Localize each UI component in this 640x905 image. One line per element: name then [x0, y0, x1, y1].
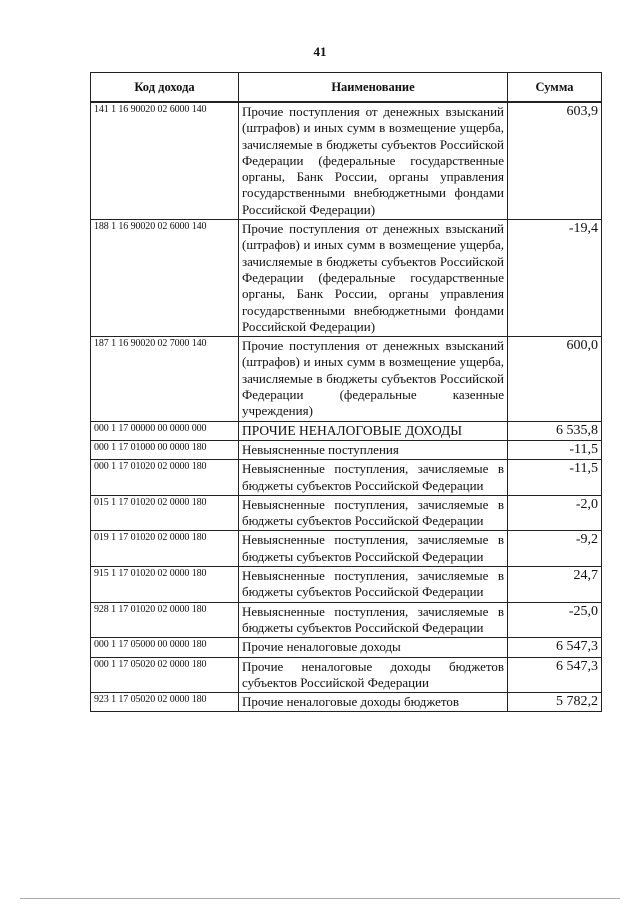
- income-sum: 603,9: [508, 102, 602, 220]
- table-row: [91, 495, 602, 531]
- income-code: 015 1 17 01020 02 0000 180: [91, 495, 239, 531]
- table-row: [91, 337, 602, 421]
- income-sum: -19,4: [508, 220, 602, 337]
- income-sum: -2,0: [508, 495, 602, 531]
- table-row: [91, 531, 602, 567]
- income-sum: -25,0: [508, 602, 602, 638]
- income-name: Прочие поступления от денежных взысканий (штрафов) и иных сумм в возмещение ущерба, зачисляемые в бюджеты субъектов Российской Федерации (федеральные государственные органы, Банк России, органы управления государственными внебюджетными фондами Российской Федерации): [239, 220, 508, 337]
- income-code: 928 1 17 01020 02 0000 180: [91, 602, 239, 638]
- header-sum: Сумма: [508, 73, 602, 103]
- table-row: [91, 421, 602, 440]
- income-code: 188 1 16 90020 02 6000 140: [91, 220, 239, 337]
- income-name: Прочие неналоговые доходы бюджетов субъектов Российской Федерации: [239, 657, 508, 693]
- page-number: 41: [313, 44, 327, 59]
- income-name: Невыясненные поступления, зачисляемые в бюджеты субъектов Российской Федерации: [239, 460, 508, 496]
- income-name: Прочие неналоговые доходы бюджетов: [239, 693, 508, 712]
- income-sum: 5 782,2: [508, 693, 602, 712]
- income-name: Невыясненные поступления, зачисляемые в бюджеты субъектов Российской Федерации: [239, 602, 508, 638]
- income-code: 141 1 16 90020 02 6000 140: [91, 102, 239, 220]
- income-code: 000 1 17 05020 02 0000 180: [91, 657, 239, 693]
- table-row: [91, 657, 602, 693]
- income-sum: 6 547,3: [508, 638, 602, 657]
- income-sum: -11,5: [508, 460, 602, 496]
- header-name: Наименование: [239, 73, 508, 103]
- income-name: Прочие поступления от денежных взысканий (штрафов) и иных сумм в возмещение ущерба, зачисляемые в бюджеты субъектов Российской Федерации (федеральные государственные органы, Банк России, органы управления государственными внебюджетными фондами Российской Федерации): [239, 102, 508, 220]
- income-code: 000 1 17 01000 00 0000 180: [91, 440, 239, 459]
- table-row: [91, 602, 602, 638]
- income-code: 187 1 16 90020 02 7000 140: [91, 337, 239, 421]
- income-name: Невыясненные поступления: [239, 440, 508, 459]
- income-name: Невыясненные поступления, зачисляемые в бюджеты субъектов Российской Федерации: [239, 567, 508, 603]
- income-code: 000 1 17 00000 00 0000 000: [91, 421, 239, 440]
- income-sum: 6 535,8: [508, 421, 602, 440]
- income-name: Невыясненные поступления, зачисляемые в бюджеты субъектов Российской Федерации: [239, 531, 508, 567]
- table-row: [91, 460, 602, 496]
- income-name: ПРОЧИЕ НЕНАЛОГОВЫЕ ДОХОДЫ: [239, 421, 508, 440]
- revenue-table: [90, 72, 602, 712]
- income-code: 915 1 17 01020 02 0000 180: [91, 567, 239, 603]
- income-sum: -9,2: [508, 531, 602, 567]
- income-name: Невыясненные поступления, зачисляемые в бюджеты субъектов Российской Федерации: [239, 495, 508, 531]
- income-code: 000 1 17 01020 02 0000 180: [91, 460, 239, 496]
- income-sum: 6 547,3: [508, 657, 602, 693]
- table-row: [91, 638, 602, 657]
- table-row: [91, 567, 602, 603]
- income-sum: 24,7: [508, 567, 602, 603]
- table-header-row: [91, 73, 602, 103]
- table-row: [91, 440, 602, 459]
- table-row: [91, 693, 602, 712]
- income-code: 000 1 17 05000 00 0000 180: [91, 638, 239, 657]
- page-edge-divider: [20, 898, 620, 899]
- table-row: [91, 220, 602, 337]
- income-sum: 600,0: [508, 337, 602, 421]
- header-code: Код дохода: [91, 73, 239, 103]
- income-code: 923 1 17 05020 02 0000 180: [91, 693, 239, 712]
- income-name: Прочие поступления от денежных взысканий (штрафов) и иных сумм в возмещение ущерба, зачисляемые в бюджеты субъектов Российской Федерации (федеральные казенные учреждения): [239, 337, 508, 421]
- income-code: 019 1 17 01020 02 0000 180: [91, 531, 239, 567]
- table-row: [91, 102, 602, 220]
- income-name: Прочие неналоговые доходы: [239, 638, 508, 657]
- income-sum: -11,5: [508, 440, 602, 459]
